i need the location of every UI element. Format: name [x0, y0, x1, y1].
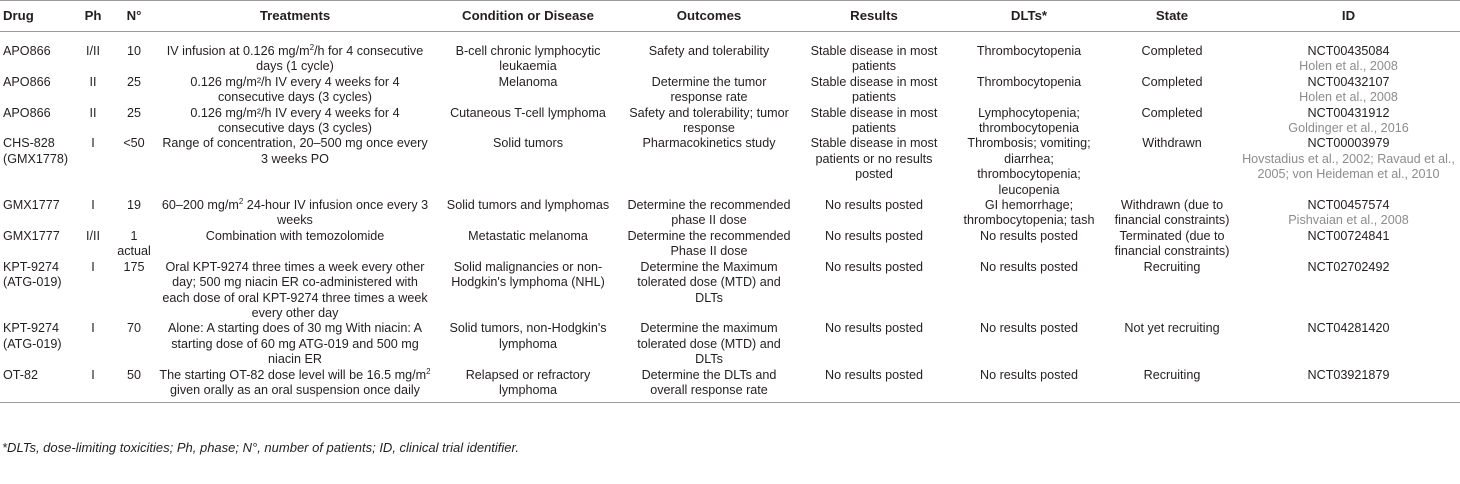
- cell-n: 10: [126, 44, 141, 58]
- trial-id: NCT03921879: [1307, 367, 1390, 382]
- reference-link[interactable]: Goldinger et al., 2016: [1288, 121, 1409, 136]
- col-header-drug: Drug: [0, 1, 73, 32]
- cell-outcomes: Determine the DLTs and overall response rate: [621, 368, 797, 403]
- trial-id: NCT00435084: [1307, 44, 1390, 58]
- table-footnote: *DLTs, dose-limiting toxicities; Ph, phase; N°, number of patients; ID, clinical trial identifier.: [2, 440, 519, 455]
- cell-results: Stable disease in most patients or no results posted: [810, 136, 938, 182]
- cell-results: No results posted: [824, 259, 923, 274]
- cell-state: Completed: [1141, 44, 1203, 58]
- cell-outcomes: Determine the maximum tolerated dose (MTD) and DLTs: [637, 321, 781, 367]
- cell-id: [1237, 136, 1460, 198]
- col-header-n: N°: [113, 1, 155, 32]
- cell-drug: OT-82: [0, 368, 73, 403]
- table-row: [0, 136, 1460, 198]
- cell-condition: Metastatic melanoma: [468, 228, 588, 243]
- cell-results: No results posted: [824, 321, 923, 336]
- cell-treatments: Alone: A starting does of 30 mg With niacin: A starting dose of 60 mg ATG-019 and 500 mg niacin ER: [167, 321, 423, 367]
- cell-dlts: Thrombocytopenia: [976, 74, 1082, 89]
- trial-id: NCT00003979: [1307, 136, 1390, 151]
- cell-dlts: GI hemorrhage; thrombocytopenia; tash: [963, 198, 1095, 228]
- reference-link[interactable]: Holen et al., 2008: [1299, 90, 1398, 105]
- cell-results: Stable disease in most patients: [810, 74, 938, 105]
- reference-link[interactable]: Holen et al., 2008: [1299, 59, 1398, 74]
- cell-state: Completed: [1141, 105, 1203, 120]
- cell-state: Terminated (due to financial constraints): [1114, 228, 1230, 259]
- cell-id: [1237, 198, 1460, 229]
- cell-n: 19: [126, 198, 141, 213]
- cell-id: [1237, 321, 1460, 367]
- cell-outcomes: Safety and tolerability; tumor response: [629, 105, 789, 136]
- trial-id: NCT00432107: [1307, 74, 1390, 89]
- col-header-id: ID: [1237, 1, 1460, 32]
- table-row: [0, 321, 1460, 367]
- cell-dlts: Lymphocytopenia; thrombocytopenia: [978, 105, 1080, 136]
- cell-dlts: No results posted: [979, 228, 1078, 243]
- table-row: [0, 260, 1460, 322]
- cell-n: 50: [113, 368, 155, 403]
- cell-drug: APO866: [3, 105, 51, 120]
- cell-n: 70: [126, 321, 141, 336]
- cell-ph: II: [89, 74, 97, 89]
- cell-drug: KPT-9274 (ATG-019): [3, 259, 62, 290]
- cell-dlts: Thrombosis; vomiting; diarrhea; thrombocytopenia; leucopenia: [967, 136, 1091, 197]
- cell-n: 25: [126, 105, 141, 120]
- cell-dlts: No results posted: [951, 368, 1107, 403]
- cell-results: Stable disease in most patients: [810, 44, 938, 74]
- cell-treatments: Range of concentration, 20–500 mg once every 3 weeks PO: [162, 136, 428, 166]
- cell-ph: I: [73, 368, 113, 403]
- table-row: [0, 106, 1460, 137]
- cell-condition: Solid tumors: [493, 136, 563, 151]
- cell-treatments: Oral KPT-9274 three times a week every other day; 500 mg niacin ER co-administered with each dose of oral KPT-9274 three times a week every other day: [162, 259, 428, 320]
- cell-state: Completed: [1141, 74, 1203, 89]
- cell-drug: CHS-828 (GMX1778): [3, 136, 69, 166]
- cell-id: [1237, 32, 1460, 75]
- col-header-ph: Ph: [73, 1, 113, 32]
- reference-link[interactable]: Pishvaian et al., 2008: [1288, 213, 1409, 228]
- cell-condition: Solid tumors and lymphomas: [446, 198, 610, 213]
- cell-n: <50: [123, 136, 145, 151]
- cell-drug: KPT-9274 (ATG-019): [3, 321, 62, 351]
- col-header-dlts: DLTs*: [951, 1, 1107, 32]
- table-row: [0, 198, 1460, 229]
- cell-condition: Cutaneous T-cell lymphoma: [450, 105, 606, 120]
- cell-drug: APO866: [3, 44, 51, 58]
- cell-n: 25: [126, 74, 141, 89]
- cell-outcomes: Determine the recommended phase II dose: [627, 198, 791, 228]
- cell-condition: Relapsed or refractory lymphoma: [435, 368, 621, 403]
- cell-drug: APO866: [3, 74, 51, 89]
- cell-condition: Melanoma: [498, 74, 558, 89]
- cell-n: 175: [123, 259, 145, 274]
- reference-link[interactable]: Hovstadius et al., 2002; Ravaud et al., 2005; von Heideman et al., 2010: [1242, 151, 1455, 182]
- cell-drug: GMX1777: [3, 198, 60, 213]
- cell-treatments: The starting OT-82 dose level will be 16.5 $mg/m^2$ given orally as an oral suspension once daily: [155, 368, 435, 403]
- trial-id: NCT04281420: [1307, 321, 1390, 336]
- cell-outcomes: Determine the Maximum tolerated dose (MTD) and DLTs: [637, 259, 781, 305]
- cell-outcomes: Pharmacokinetics study: [642, 136, 776, 151]
- table-row: [0, 32, 1460, 75]
- cell-condition: Solid malignancies or non-Hodgkin's lymphoma (NHL): [451, 259, 605, 290]
- cell-id: [1237, 260, 1460, 322]
- trial-id: NCT00457574: [1307, 198, 1390, 213]
- cell-id: [1237, 75, 1460, 106]
- cell-results: No results posted: [824, 228, 923, 243]
- col-header-state: State: [1107, 1, 1237, 32]
- cell-treatments: 0.126 mg/m²/h IV every 4 weeks for 4 consecutive days (3 cycles): [190, 105, 400, 136]
- cell-state: Not yet recruiting: [1124, 321, 1220, 336]
- cell-dlts: Thrombocytopenia: [976, 44, 1082, 58]
- cell-results: Stable disease in most patients: [810, 105, 938, 136]
- cell-outcomes: Safety and tolerability: [648, 44, 770, 58]
- cell-dlts: No results posted: [979, 259, 1078, 274]
- cell-results: No results posted: [824, 198, 923, 213]
- table-row: [0, 368, 1460, 403]
- cell-dlts: No results posted: [979, 321, 1078, 336]
- cell-treatments: IV infusion at 0.126 $mg/m^2/h$ for 4 consecutive days (1 cycle): [166, 42, 424, 74]
- cell-treatments: 0.126 mg/m²/h IV every 4 weeks for 4 consecutive days (3 cycles): [190, 74, 400, 105]
- cell-results: No results posted: [797, 368, 951, 403]
- cell-outcomes: Determine the recommended Phase II dose: [627, 228, 791, 259]
- cell-ph: II: [89, 105, 97, 120]
- cell-ph: I/II: [86, 44, 100, 58]
- table-row: [0, 229, 1460, 260]
- cell-ph: I: [91, 198, 95, 213]
- cell-id: [1237, 229, 1460, 260]
- col-header-outcomes: Outcomes: [621, 1, 797, 32]
- trial-id: NCT00724841: [1307, 228, 1390, 243]
- cell-ph: I/II: [86, 228, 100, 243]
- header-row: [0, 1, 1460, 32]
- table-row: [0, 75, 1460, 106]
- trial-id: NCT02702492: [1307, 259, 1390, 274]
- cell-drug: GMX1777: [3, 228, 60, 243]
- cell-ph: I: [91, 259, 95, 274]
- trial-id: NCT00431912: [1307, 105, 1390, 120]
- cell-state: Withdrawn: [1142, 136, 1202, 151]
- col-header-treatments: Treatments: [155, 1, 435, 32]
- cell-outcomes: Determine the tumor response rate: [651, 74, 767, 105]
- cell-n: 1 actual: [117, 228, 151, 259]
- cell-condition: B-cell chronic lymphocytic leukaemia: [455, 44, 601, 74]
- cell-id: [1237, 368, 1460, 403]
- col-header-condition: Condition or Disease: [435, 1, 621, 32]
- cell-id: [1237, 106, 1460, 137]
- cell-ph: I: [91, 136, 95, 151]
- cell-state: Recruiting: [1107, 368, 1237, 403]
- cell-ph: I: [91, 321, 95, 336]
- cell-state: Recruiting: [1143, 259, 1201, 274]
- cell-state: Withdrawn (due to financial constraints): [1114, 198, 1230, 228]
- col-header-results: Results: [797, 1, 951, 32]
- cell-treatments: Combination with temozolomide: [205, 228, 385, 243]
- cell-treatments: 60–200 $mg/m^2$ 24-hour IV infusion once every 3 weeks: [161, 196, 429, 228]
- cell-condition: Solid tumors, non-Hodgkin's lymphoma: [449, 321, 607, 351]
